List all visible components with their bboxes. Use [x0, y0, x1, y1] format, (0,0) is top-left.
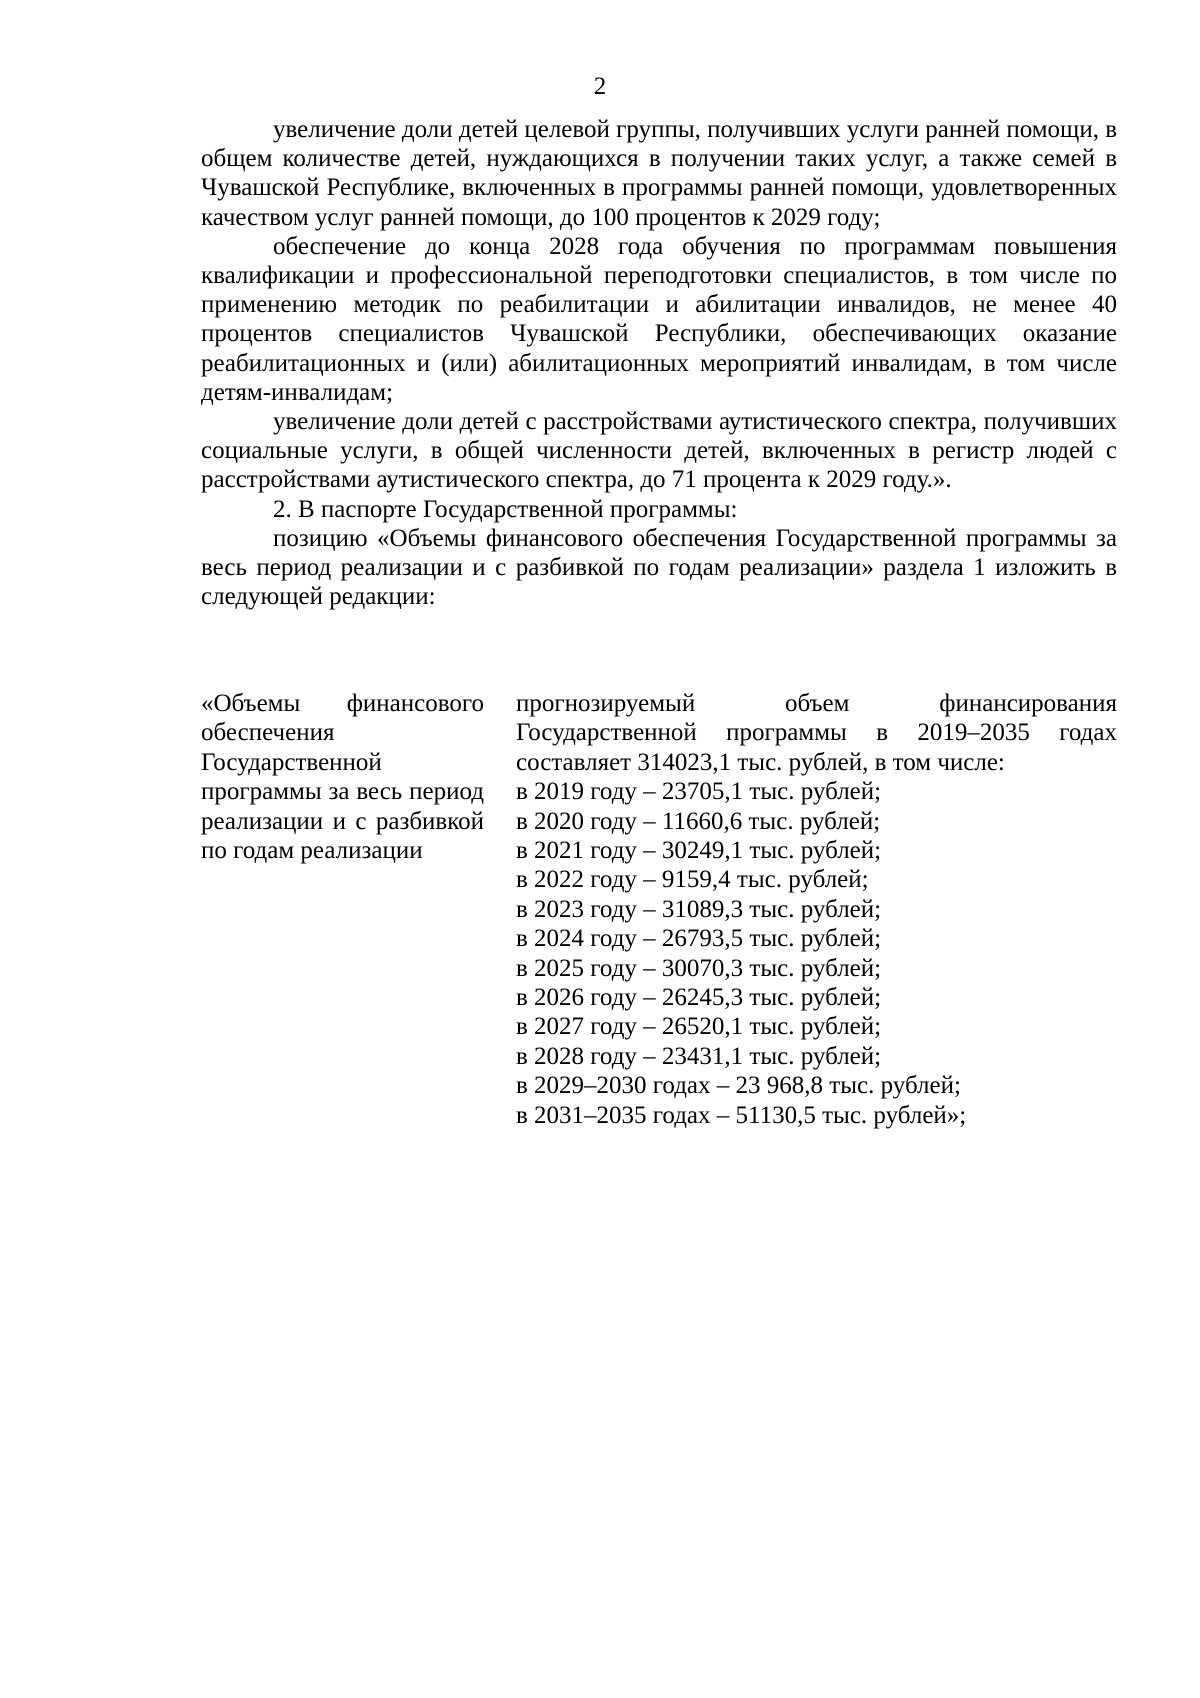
funding-year-2019: в 2019 году – 23705,1 тыс. рублей;: [516, 778, 882, 806]
passport-funding-table: [201, 689, 1117, 1130]
funding-year-2023: в 2023 году – 31089,3 тыс. рублей;: [516, 895, 882, 923]
passport-left-label: «Объемы финансового обеспечения Государственной программы за весь период реализации и с разбивкой по годам реализации: [201, 690, 484, 865]
passport-right-cell: [516, 689, 1117, 1130]
funding-year-2025: в 2025 году – 30070,3 тыс. рублей;: [516, 954, 882, 982]
funding-year-2020: в 2020 году – 11660,6 тыс. рублей;: [516, 807, 881, 835]
funding-years-2031-2035: в 2031–2035 годах – 51130,5 тыс. рублей»;: [516, 1101, 967, 1129]
funding-year-2024: в 2024 году – 26793,5 тыс. рублей;: [516, 925, 882, 953]
paragraph-passport-position: позицию «Объемы финансового обеспечения Государственной программы за весь период реализации и с разбивкой по годам реализации» раздела 1 изложить в следующей редакции:: [201, 524, 1117, 611]
page-number: 2: [593, 73, 607, 100]
paragraph-passport-heading: 2. В паспорте Государственной программы:: [273, 495, 738, 523]
funding-year-2028: в 2028 году – 23431,1 тыс. рублей;: [516, 1042, 882, 1070]
paragraph-specialist-training: обеспечение до конца 2028 года обучения по программам повышения квалификации и профессиональной переподготовки специалистов, в том числе по применению методик по реабилитации и абилитации инвалидов, не менее 40 процентов специалистов Чувашской Республики, обеспечивающих оказание реабилитационных и (или) абилитационных мероприятий инвалидам, в том числе детям-инвалидам;: [201, 232, 1117, 406]
funding-year-2027: в 2027 году – 26520,1 тыс. рублей;: [516, 1013, 882, 1041]
funding-years-2029-2030: в 2029–2030 годах – 23 968,8 тыс. рублей;: [516, 1072, 961, 1100]
document-body: [201, 115, 1117, 611]
funding-year-2022: в 2022 году – 9159,4 тыс. рублей;: [516, 866, 869, 894]
paragraph-early-help: увеличение доли детей целевой группы, получивших услуги ранней помощи, в общем количестве детей, нуждающихся в получении таких услуг, а также семей в Чувашской Республике, включенных в программы ранней помощи, удовлетворенных качеством услуг ранней помощи, до 100 процентов к 2029 году;: [201, 116, 1117, 231]
funding-year-2026: в 2026 году – 26245,3 тыс. рублей;: [516, 984, 882, 1012]
funding-intro: прогнозируемый объем финансирования Государственной программы в 2019–2035 годах составляет 314023,1 тыс. рублей, в том числе:: [516, 690, 1117, 776]
funding-year-2021: в 2021 году – 30249,1 тыс. рублей;: [516, 837, 882, 865]
paragraph-autism-services: увеличение доли детей с расстройствами аутистического спектра, получивших социальные услуги, в общей численности детей, включенных в регистр людей с расстройствами аутистического спектра, до 71 процента к 2029 году.».: [201, 408, 1117, 494]
